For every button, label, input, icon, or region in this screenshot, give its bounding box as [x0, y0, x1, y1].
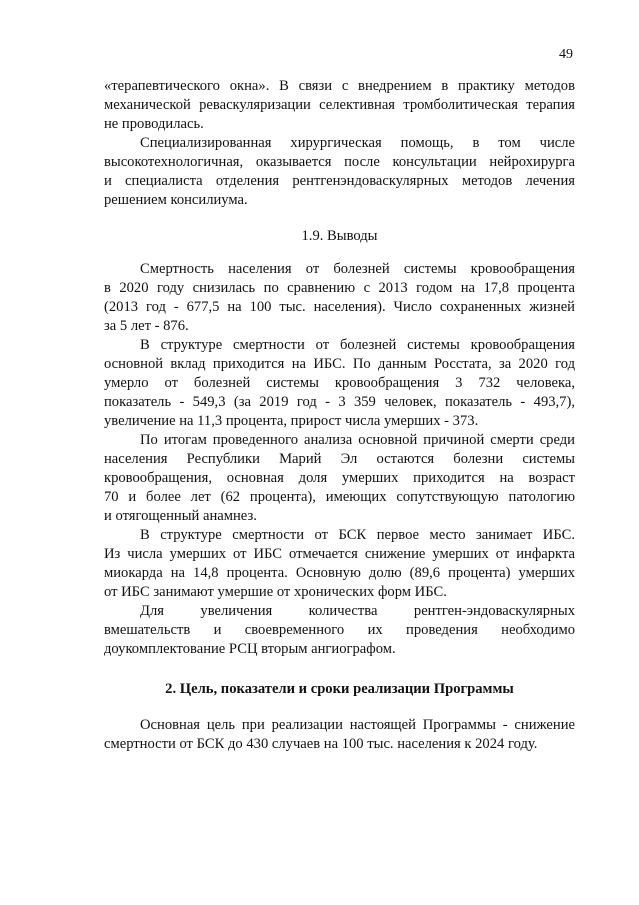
paragraph-line: умерло от болезней системы кровообращения 3 732 человека, — [104, 375, 575, 391]
paragraph-line: Основная цель при реализации настоящей Программы - снижение — [140, 717, 575, 733]
page-number: 49 — [559, 47, 573, 62]
paragraph-line: кровообращения, основная доля умерших приходится на возраст — [104, 470, 575, 486]
paragraph-line: миокарда на 14,8 процента. Основную долю (89,6 процента) умерших — [104, 565, 575, 581]
section-title: 1.9. Выводы — [301, 228, 378, 244]
paragraph-line: В структуре смертности от БСК первое место занимает ИБС. — [140, 527, 575, 543]
paragraph-line: «терапевтического окна». В связи с внедрением в практику методов — [104, 78, 575, 94]
paragraph-line: в 2020 году снизилась по сравнению с 2013 годом на 17,8 процента — [104, 280, 575, 296]
paragraph-line: от ИБС занимают умершие от хронических форм ИБС. — [104, 584, 447, 600]
paragraph-line: показатель - 549,3 (за 2019 год - 3 359 человек, показатель - 493,7), — [104, 394, 575, 410]
paragraph-line: основной вклад приходится на ИБС. По данным Росстата, за 2020 год — [104, 356, 575, 372]
section-title: 2. Цель, показатели и сроки реализации Программы — [165, 681, 514, 697]
paragraph-line: Для увеличения количества рентген-эндоваскулярных — [140, 603, 575, 619]
paragraph-line: Специализированная хирургическая помощь, в том числе — [140, 135, 575, 151]
paragraph-line: В структуре смертности от болезней системы кровообращения — [140, 337, 575, 353]
paragraph-line: доукомплектование РСЦ вторым ангиографом. — [104, 641, 396, 657]
paragraph-line: (2013 год - 677,5 на 100 тыс. населения). Число сохраненных жизней — [104, 299, 575, 315]
paragraph-line: увеличение на 11,3 процента, прирост числа умерших - 373. — [104, 413, 479, 429]
paragraph-line: решением консилиума. — [104, 192, 248, 208]
paragraph-line: не проводилась. — [104, 116, 204, 132]
paragraph-line: и специалиста отделения рентгенэндоваскулярных методов лечения — [104, 173, 575, 189]
paragraph-line: По итогам проведенного анализа основной причиной смерти среди — [140, 432, 575, 448]
paragraph-line: 70 и более лет (62 процента), имеющих сопутствующую патологию — [104, 489, 575, 505]
paragraph-line: населения Республики Марий Эл остаются болезни системы — [104, 451, 575, 467]
paragraph-line: высокотехнологичная, оказывается после консультации нейрохирурга — [104, 154, 575, 170]
paragraph-line: за 5 лет - 876. — [104, 318, 189, 334]
paragraph-line: смертности от БСК до 430 случаев на 100 тыс. населения к 2024 году. — [104, 736, 538, 752]
paragraph-line: Смертность населения от болезней системы кровообращения — [140, 261, 575, 277]
paragraph-line: и отягощенный анамнез. — [104, 508, 257, 524]
paragraph-line: Из числа умерших от ИБС отмечается снижение умерших от инфаркта — [104, 546, 575, 562]
paragraph-line: механической реваскуляризации селективная тромболитическая терапия — [104, 97, 575, 113]
paragraph-line: вмешательств и своевременного их проведения необходимо — [104, 622, 575, 638]
